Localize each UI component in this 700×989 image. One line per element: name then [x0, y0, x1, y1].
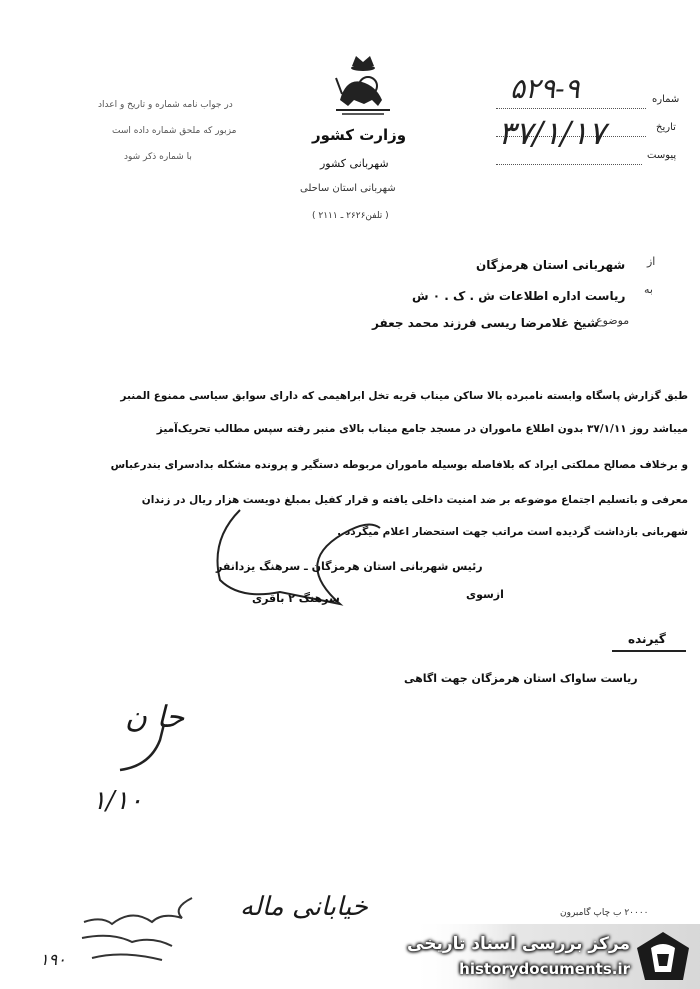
to-label: به	[644, 283, 653, 296]
attachment-label: پیوست	[647, 150, 677, 161]
number-label: شماره	[652, 94, 680, 105]
header-note-3: با شماره ذکر شود	[124, 152, 192, 162]
signature-line-1: رئیس شهربانی استان هرمزگان ـ سرهنگ یزدانفر	[216, 560, 483, 573]
handwritten-footer-2: ۱۹۰	[40, 950, 66, 969]
from-value: شهربانی استان هرمزگان	[476, 258, 626, 272]
date-handwritten: ۳۷/۱/۱۷	[498, 114, 606, 152]
body-line-3: و برخلاف مصالح مملکتی ایراد که بلافاصله بوسیله ماموران مربوطه دستگیر و پرونده مشکله بدادسرای بندرعباس	[110, 459, 688, 471]
phone-number: ( تلفن۲۶۲۶ ـ ۲۱۱۱ )	[312, 211, 389, 221]
handwritten-footer-1: خیابانی ماله	[240, 892, 368, 922]
header-note-1: در جواب نامه شماره و تاریخ و اعداد	[98, 100, 233, 110]
from-label: از	[647, 255, 656, 268]
handwritten-signature	[72, 888, 202, 968]
watermark-title: مرکز بررسی اسناد تاریخی	[407, 934, 630, 954]
number-handwritten: ۵۲۹-۹	[510, 72, 580, 105]
handwritten-note-2: ۱/۱۰	[92, 786, 143, 816]
handwritten-note-1: حا ن	[125, 700, 185, 735]
signature-line-2: سرهنگ ۲ باقری	[252, 592, 340, 605]
attachment-line	[496, 164, 642, 165]
body-line-1: طبق گزارش پاسگاه وابسته نامبرده بالا ساکن میناب قریه تخل ابراهیمی که دارای سوابق سیاسی ممنوع المنبر	[120, 390, 688, 402]
signature-from-label: ازسوی	[466, 588, 504, 601]
province-police-title: شهربانی استان ساحلی	[300, 183, 396, 194]
subject-value: شیخ غلامرضا ریسی فرزند محمد جعفر	[372, 316, 599, 330]
lion-and-sun-emblem-icon	[332, 52, 394, 116]
to-value: ریاست اداره اطلاعات ش . ک . ۰ ش	[412, 289, 626, 303]
ministry-title: وزارت کشور	[312, 126, 407, 144]
body-line-4: معرفی و باتسلیم اجتماع موضوعه بر ضد امنیت داخلی یافته و قرار کفیل بمبلغ دویست هزار ریال در زندان	[141, 494, 688, 506]
watermark-url: historydocuments.ir	[459, 960, 630, 978]
handwritten-stroke	[110, 720, 170, 780]
print-note: ۲۰۰۰۰ ب چاپ گامبرون	[560, 908, 649, 918]
recipients-heading: گیرنده	[628, 632, 666, 646]
body-line-5: شهربانی بازداشت گردیده است مراتب جهت استحضار اعلام میگردد .	[337, 526, 688, 538]
subject-label: موضوع	[596, 314, 630, 327]
body-line-2: میباشد روز ۳۷/۱/۱۱ بدون اطلاع ماموران در مسجد جامع میناب بالای منبر رفته سپس مطالب تحریک‌آمیز	[156, 423, 688, 435]
header-note-2: مزبور که ملحق شماره داده است	[112, 126, 237, 136]
police-title: شهربانی کشور	[320, 157, 389, 170]
archive-logo-icon	[635, 930, 691, 984]
date-label: تاریخ	[656, 122, 676, 133]
recipients-underline	[612, 650, 686, 652]
recipient-item: ریاست ساواک استان هرمزگان جهت اگاهی	[404, 672, 638, 685]
number-line	[496, 108, 646, 109]
